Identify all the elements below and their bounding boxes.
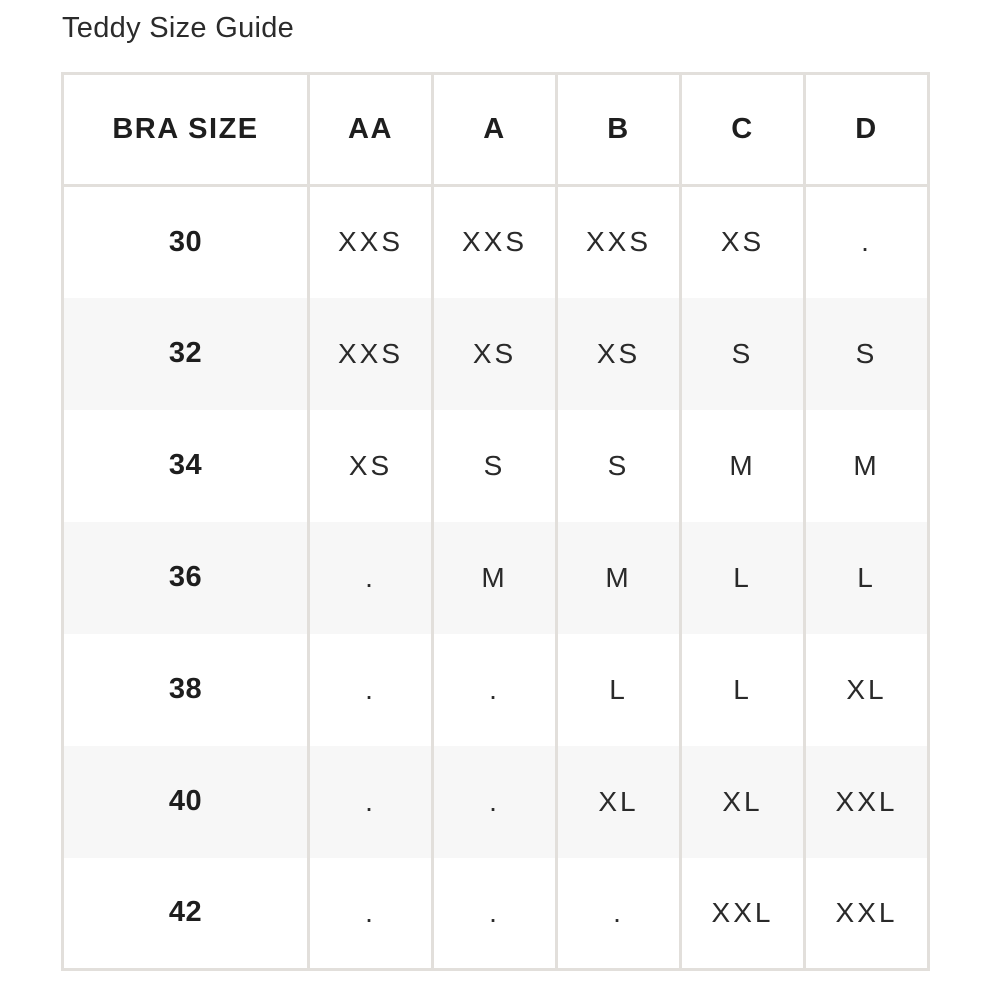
size-cell: XXL: [681, 858, 805, 970]
size-guide-table: [61, 72, 930, 971]
size-cell: XXS: [557, 186, 681, 298]
size-cell: L: [557, 634, 681, 746]
size-cell: XS: [681, 186, 805, 298]
table-row: [63, 410, 929, 522]
size-cell: L: [681, 522, 805, 634]
table-row: [63, 298, 929, 410]
header-cup-b: B: [557, 74, 681, 186]
size-cell: S: [557, 410, 681, 522]
band-size-cell: 38: [63, 634, 309, 746]
table-row: [63, 634, 929, 746]
size-cell: M: [681, 410, 805, 522]
size-cell: XL: [805, 634, 929, 746]
size-cell: S: [681, 298, 805, 410]
size-cell: .: [557, 858, 681, 970]
size-cell: M: [557, 522, 681, 634]
size-cell: M: [805, 410, 929, 522]
size-cell: S: [433, 410, 557, 522]
header-cup-aa: AA: [309, 74, 433, 186]
size-cell: .: [309, 858, 433, 970]
band-size-cell: 34: [63, 410, 309, 522]
size-cell: M: [433, 522, 557, 634]
size-cell: XS: [433, 298, 557, 410]
size-cell: XL: [557, 746, 681, 858]
size-cell: XXS: [309, 298, 433, 410]
header-cup-d: D: [805, 74, 929, 186]
size-cell: L: [681, 634, 805, 746]
size-cell: XXL: [805, 858, 929, 970]
size-cell: .: [433, 858, 557, 970]
band-size-cell: 36: [63, 522, 309, 634]
size-cell: XS: [309, 410, 433, 522]
band-size-cell: 30: [63, 186, 309, 298]
size-cell: .: [805, 186, 929, 298]
size-cell: XXS: [433, 186, 557, 298]
size-cell: .: [309, 746, 433, 858]
size-cell: L: [805, 522, 929, 634]
band-size-cell: 40: [63, 746, 309, 858]
band-size-cell: 32: [63, 298, 309, 410]
size-cell: .: [433, 746, 557, 858]
table-row: [63, 858, 929, 970]
header-cup-a: A: [433, 74, 557, 186]
header-bra-size: BRA SIZE: [63, 74, 309, 186]
size-cell: XS: [557, 298, 681, 410]
table-row: [63, 522, 929, 634]
size-cell: XXL: [805, 746, 929, 858]
size-cell: S: [805, 298, 929, 410]
table-header-row: [63, 74, 929, 186]
table-row: [63, 186, 929, 298]
band-size-cell: 42: [63, 858, 309, 970]
size-cell: XL: [681, 746, 805, 858]
page-title: Teddy Size Guide: [62, 12, 295, 44]
size-cell: .: [433, 634, 557, 746]
table-row: [63, 746, 929, 858]
size-cell: .: [309, 522, 433, 634]
size-cell: .: [309, 634, 433, 746]
header-cup-c: C: [681, 74, 805, 186]
size-cell: XXS: [309, 186, 433, 298]
